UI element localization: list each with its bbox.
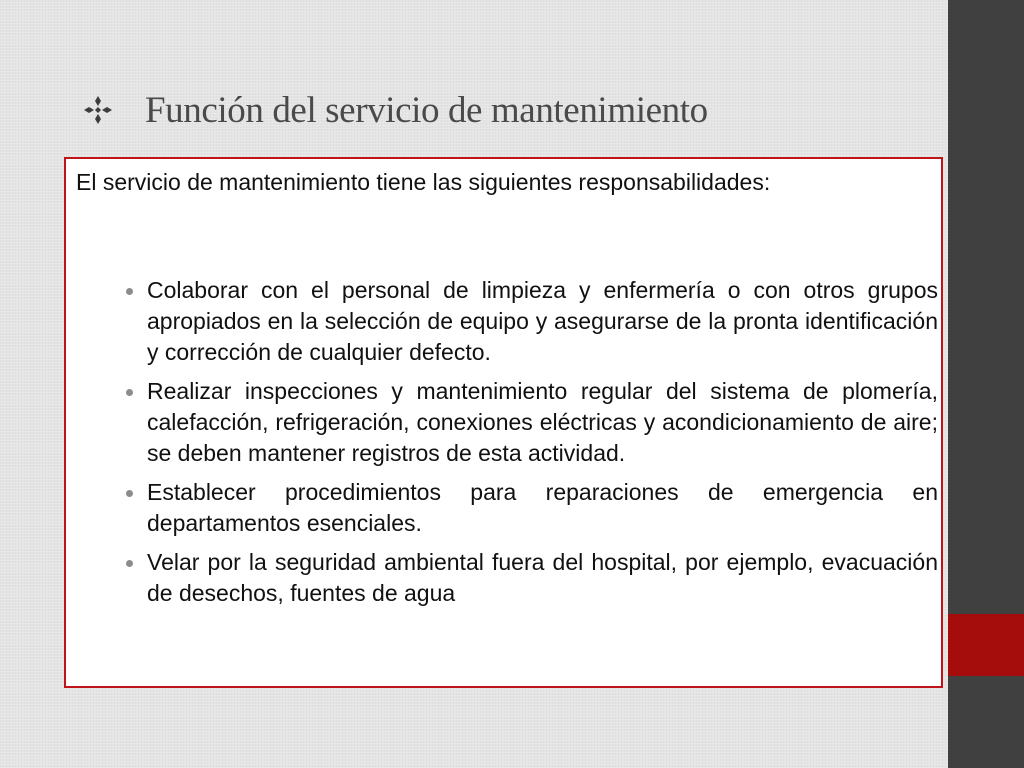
title-row <box>84 82 708 138</box>
bullet-dot-icon <box>126 560 133 567</box>
diamond-bullet-icon <box>84 96 112 124</box>
list-item-text: Colaborar con el personal de limpieza y enfermería o con otros grupos apropiados en la selección de equipo y asegurarse de la pronta identificación y corrección de cualquier defecto. <box>147 277 938 365</box>
page-title: Función del servicio de mantenimiento <box>145 89 708 131</box>
bullet-dot-icon <box>126 389 133 396</box>
decorative-accent-block <box>948 614 1024 676</box>
bullet-dot-icon <box>126 288 133 295</box>
list-item-text: Realizar inspecciones y mantenimiento regular del sistema de plomería, calefacción, refrigeración, conexiones eléctricas y acondicionamiento de aire; se deben mantener registros de esta actividad. <box>147 378 938 466</box>
intro-paragraph: El servicio de mantenimiento tiene las siguientes responsabilidades: <box>76 169 771 195</box>
bullet-dot-icon <box>126 490 133 497</box>
responsibility-list <box>122 275 938 617</box>
list-item <box>122 477 938 539</box>
list-item <box>122 547 938 609</box>
list-item <box>122 275 938 368</box>
list-item-text: Establecer procedimientos para reparaciones de emergencia en departamentos esenciales. <box>147 479 938 536</box>
list-item-text: Velar por la seguridad ambiental fuera del hospital, por ejemplo, evacuación de desechos, fuentes de agua <box>147 549 938 606</box>
list-item <box>122 376 938 469</box>
content-box <box>64 157 943 688</box>
